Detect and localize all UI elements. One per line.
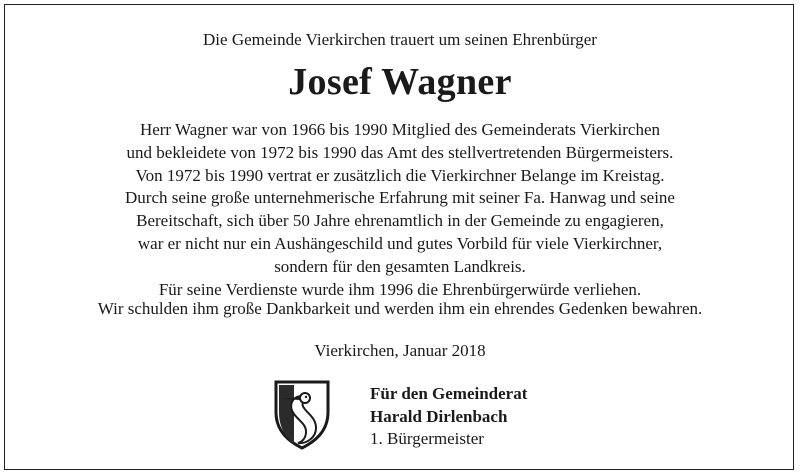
obituary-line: Von 1972 bis 1990 vertrat er zusätzlich die Vierkirchner Belange im Kreistag. [135,165,665,185]
signature-council: Für den Gemeinderat [370,384,528,403]
obituary-line: sondern für den gesamten Landkreis. [274,256,526,276]
signature-block [370,383,527,451]
obituary-line: war er nicht nur ein Aushängeschild und gutes Vorbild für viele Vierkirchner, [137,233,663,253]
obituary-line: Für seine Verdienste wurde ihm 1996 die Ehrenbürgerwürde verliehen. [158,279,642,299]
obituary-line: und bekleidete von 1972 bis 1990 das Amt des stellvertretenden Bürgermeisters. [126,142,674,162]
obituary-line: Durch seine große unternehmerische Erfahrung mit seiner Fa. Hanwag und seine [125,188,675,208]
deceased-name: Josef Wagner [288,61,512,103]
signature-mayor-name: Harald Dirlenbach [370,406,508,426]
coat-of-arms-icon [272,378,332,450]
thanks-line: Wir schulden ihm große Dankbarkeit und werden ihm ein ehrendes Gedenken bewahren. [97,299,703,318]
place-date: Vierkirchen, Januar 2018 [314,341,486,360]
obituary-text [0,119,800,301]
intro-line: Die Gemeinde Vierkirchen trauert um seinen Ehrenbürger [203,30,597,49]
obituary-line: Herr Wagner war von 1966 bis 1990 Mitglied des Gemeinderats Vierkirchen [139,120,661,139]
signature-mayor-title: 1. Bürgermeister [370,429,484,448]
obituary-line: Bereitschaft, sich über 50 Jahre ehrenamtlich in der Gemeinde zu engagieren, [136,211,664,231]
